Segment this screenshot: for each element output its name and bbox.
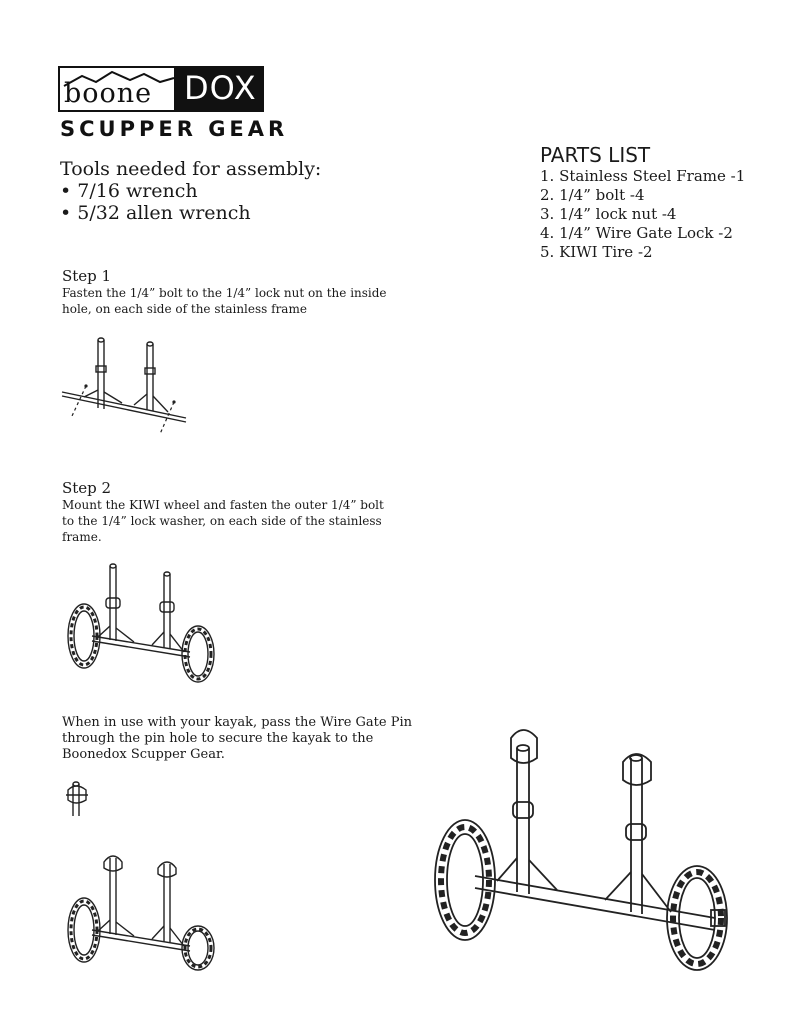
small-cart-with-pins-illustration	[62, 848, 220, 972]
step-1-title: Step 1	[62, 267, 112, 285]
tool-item: • 7/16 wrench	[60, 180, 198, 202]
logo-dox-text: DOX	[184, 69, 257, 107]
step-2-text: Mount the KIWI wheel and fasten the outer 1/4” bolt to the 1/4” lock washer, on each side of the stainless frame.	[62, 498, 384, 544]
brand-subtitle: SCUPPER GEAR	[60, 117, 289, 141]
logo-boone-text: boone	[64, 78, 153, 109]
wire-gate-note: When in use with your kayak, pass the Wire Gate Pin through the pin hole to secure the kayak to the Boonedox Scupper Gear.	[62, 715, 412, 762]
step-1-frame-illustration	[58, 330, 198, 440]
large-cart-illustration	[425, 728, 735, 983]
part-item: 1. Stainless Steel Frame -1	[540, 167, 746, 185]
step-1-text: Fasten the 1/4” bolt to the 1/4” lock nut on the inside hole, on each side of the stainless frame	[62, 286, 387, 316]
tools-heading: Tools needed for assembly:	[60, 158, 322, 180]
wire-gate-pin-illustration	[62, 778, 96, 818]
brand-logo	[58, 66, 264, 112]
part-item: 2. 1/4” bolt -4	[540, 186, 645, 204]
part-item: 3. 1/4” lock nut -4	[540, 205, 677, 223]
tool-item: • 5/32 allen wrench	[60, 202, 251, 224]
part-item: 5. KIWI Tire -2	[540, 243, 653, 261]
step-2-cart-illustration	[62, 560, 220, 684]
parts-list-title: PARTS LIST	[540, 143, 651, 167]
step-2-title: Step 2	[62, 479, 112, 497]
part-item: 4. 1/4” Wire Gate Lock -2	[540, 224, 733, 242]
